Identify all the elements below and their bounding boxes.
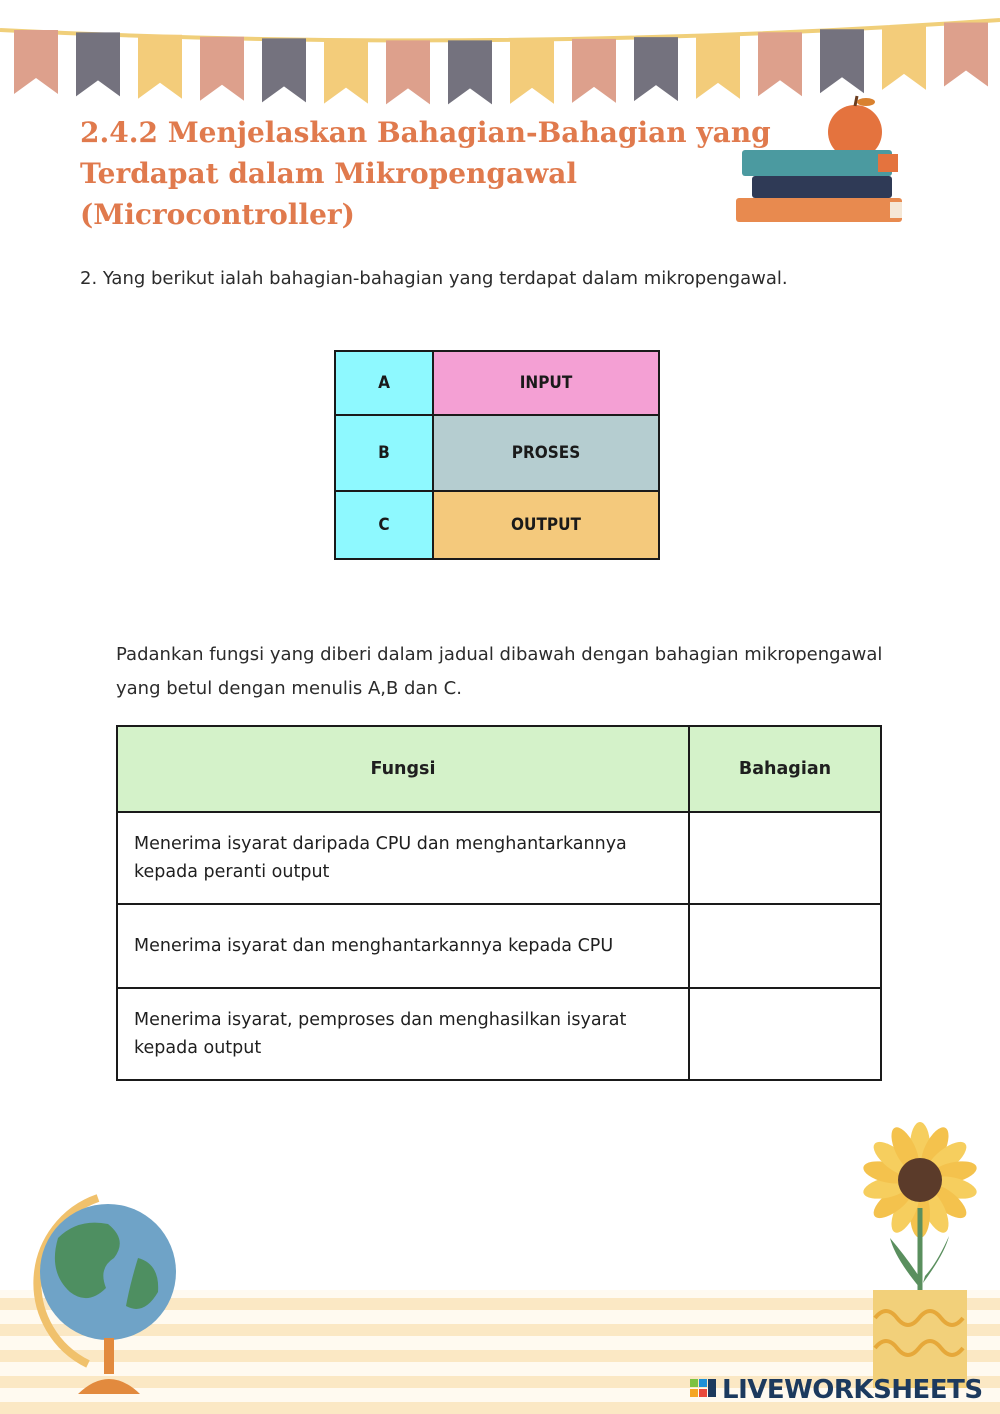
part-key-cell: A xyxy=(335,351,433,415)
title-line: Terdapat dalam Mikropengawal xyxy=(80,157,577,190)
bunting-flag xyxy=(882,26,926,90)
instruction-line: Padankan fungsi yang diberi dalam jadual dibawah dengan bahagian mikropengawal xyxy=(116,644,883,665)
bunting-flag xyxy=(262,38,306,102)
function-cell xyxy=(117,988,689,1080)
answer-field[interactable] xyxy=(689,904,881,988)
function-text-line: Menerima isyarat daripada CPU dan menghantarkannya xyxy=(134,834,627,854)
bunting-flag xyxy=(696,35,740,99)
title-line: 2.4.2 Menjelaskan Bahagian-Bahagian yang xyxy=(80,116,771,149)
part-key-cell: C xyxy=(335,491,433,559)
question-text: 2. Yang berikut ialah bahagian-bahagian yang terdapat dalam mikropengawal. xyxy=(80,268,788,289)
bunting-flag xyxy=(634,37,678,101)
function-cell xyxy=(117,904,689,988)
answer-field[interactable] xyxy=(689,988,881,1080)
bunting-flag xyxy=(820,29,864,93)
parts-row xyxy=(335,415,659,491)
matching-table xyxy=(116,725,882,1081)
parts-table xyxy=(334,350,660,560)
parts-row xyxy=(335,491,659,559)
books-apple-illustration xyxy=(730,92,910,232)
table-header-row xyxy=(117,726,881,812)
part-value-cell: PROSES xyxy=(433,415,659,491)
header-fungsi: Fungsi xyxy=(117,726,689,812)
instruction-text xyxy=(116,638,906,706)
globe-icon xyxy=(18,1188,198,1414)
bunting-flag xyxy=(324,40,368,104)
part-key-cell: B xyxy=(335,415,433,491)
bunting-flag xyxy=(448,40,492,104)
part-value-cell: INPUT xyxy=(433,351,659,415)
page-title xyxy=(80,112,771,235)
header-bahagian: Bahagian xyxy=(689,726,881,812)
function-text-line: Menerima isyarat, pemproses dan menghasilkan isyarat xyxy=(134,1010,627,1030)
bunting-flag xyxy=(510,40,554,104)
bunting-flag xyxy=(386,40,430,104)
bunting-flag xyxy=(758,32,802,96)
parts-row xyxy=(335,351,659,415)
liveworksheets-logo xyxy=(690,1372,983,1408)
function-text-line: kepada peranti output xyxy=(134,862,330,882)
bunting-flag xyxy=(572,39,616,103)
bunting-flag xyxy=(14,30,58,94)
liveworksheets-mark-icon xyxy=(690,1375,720,1405)
function-text-line: Menerima isyarat dan menghantarkannya kepada CPU xyxy=(134,936,614,956)
table-row xyxy=(117,988,881,1080)
sunflower-pot-illustration xyxy=(845,1118,995,1388)
function-cell xyxy=(117,812,689,904)
bunting-flag xyxy=(200,37,244,101)
brand-name: LIVEWORKSHEETS xyxy=(722,1375,983,1405)
bunting-flag xyxy=(76,32,120,96)
table-row xyxy=(117,812,881,904)
answer-field[interactable] xyxy=(689,812,881,904)
part-value-cell: OUTPUT xyxy=(433,491,659,559)
apple-icon xyxy=(828,96,882,159)
function-text-line: kepada output xyxy=(134,1038,262,1058)
bunting-flag xyxy=(944,23,988,87)
title-line: (Microcontroller) xyxy=(80,198,355,231)
instruction-line: yang betul dengan menulis A,B dan C. xyxy=(116,678,462,699)
table-row xyxy=(117,904,881,988)
bunting-flag xyxy=(138,35,182,99)
